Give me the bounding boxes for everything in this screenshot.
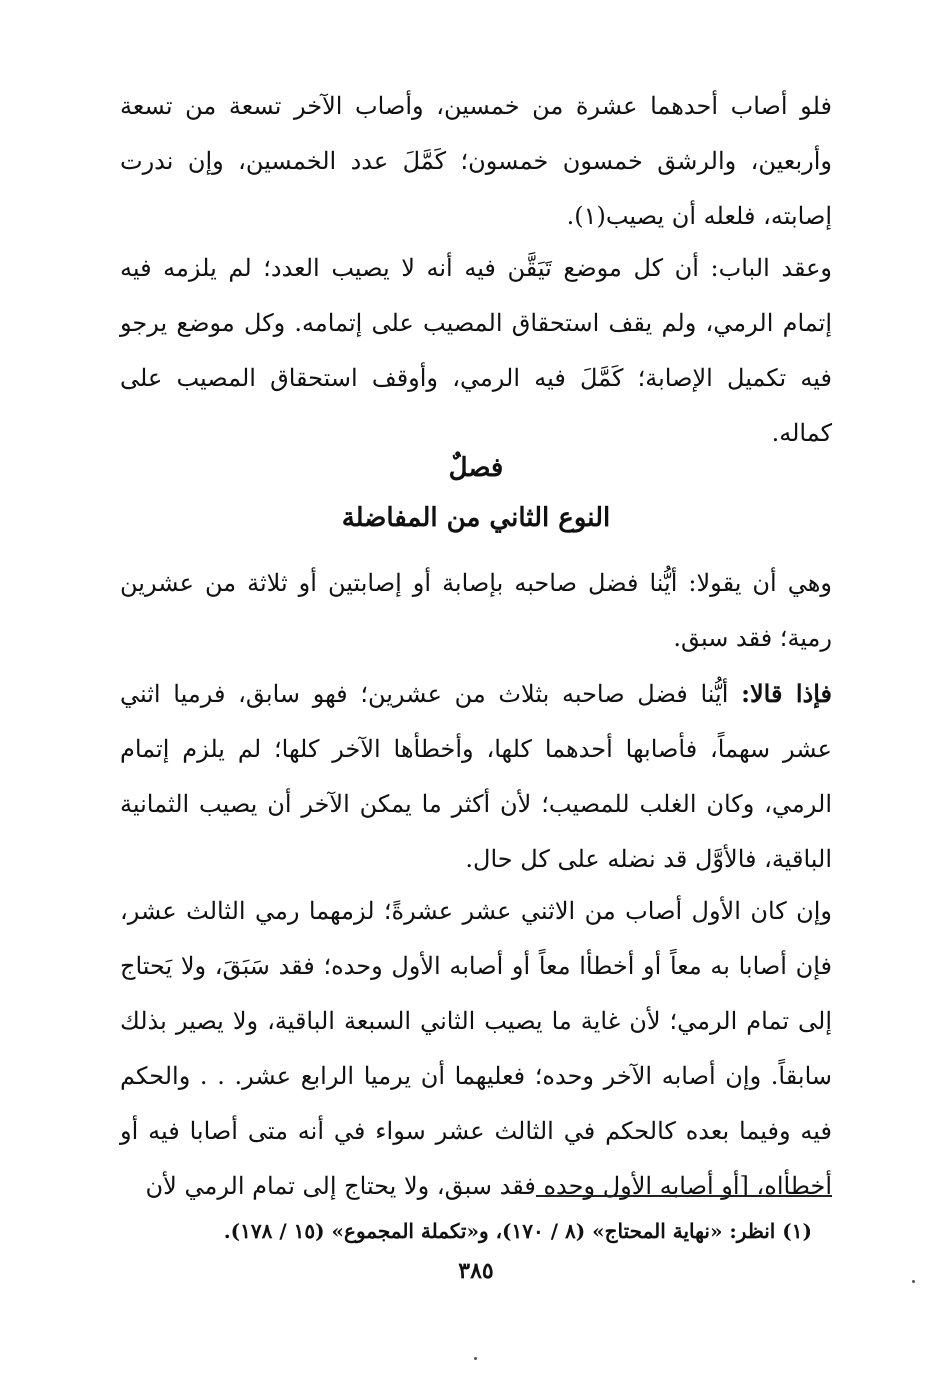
paragraph-2: وعقد الباب: أن كل موضع تَيَقَّن فيه أنه لا يصيب العدد؛ لم يلزمه فيه إتمام الرمي، ولم يقف استحقاق المصيب على إتمامه. وكل موضع يرجو فيه تكميل الإصابة؛ كَمَّلَ فيه الرمي، وأوقف استحقاق المصيب على كماله. <box>120 254 832 447</box>
page-number: ٣٨٥ <box>458 1258 494 1284</box>
paragraph-4-body: أيُّنا فضل صاحبه بثلاث من عشرين؛ فهو سابق، فرميا اثني عشر سهماً، فأصابها أحدهما كلها، وأخطأها الآخر كلها؛ لم يلزم إتمام الرمي، وكان الغلب للمصيب؛ لأن أكثر ما يمكن الآخر أن يصيب الثمانية الباقية، فالأوَّل قد نضله على كل حال. <box>120 680 832 873</box>
paragraph-1: فلو أصاب أحدهما عشرة من خمسين، وأصاب الآخر تسعة من تسعة وأربعين، والرشق خمسون خمسون؛ كَمَّلَ عدد الخمسين، وإن ندرت إصابته، فلعله أن يصيب(١). <box>120 92 832 230</box>
section-subtitle: النوع الثاني من المفاضلة <box>341 503 611 533</box>
footnote: (١) انظر: «نهاية المحتاج» (٨ / ١٧٠)، و«تكملة المجموع» (١٥ / ١٧٨). <box>223 1219 812 1243</box>
paragraph-3: وهي أن يقولا: أيُّنا فضل صاحبه بإصابة أو إصابتين أو ثلاثة من عشرين رمية؛ فقد سبق. <box>120 569 832 652</box>
scan-speck <box>474 1357 477 1360</box>
paragraph-4-lead: فإذا قالا: <box>741 679 832 708</box>
paragraph-4 <box>120 666 832 887</box>
section-heading: فصلٌ <box>448 453 504 483</box>
footnote-divider <box>536 1195 832 1197</box>
scan-speck <box>912 1280 915 1283</box>
paragraph-5: وإن كان الأول أصاب من الاثني عشر عشرةً؛ لزمهما رمي الثالث عشر، فإن أصابا به معاً أو أخطأا معاً أو أصابه الأول وحده؛ فقد سَبَقَ، ولا يَحتاج إلى تمام الرمي؛ لأن غاية ما يصيب الثاني السبعة الباقية، ولا يصير بذلك سابقاً. وإن أصابه الآخر وحده؛ فعليهما أن يرميا الرابع عشر. . . والحكم فيه وفيما بعده كالحكم في الثالث عشر سواء في أنه متى أصابا فيه أو أخطأاه، [أو أصابه الأول وحده فقد سبق، ولا يحتاج إلى تمام الرمي لأن <box>120 897 833 1200</box>
